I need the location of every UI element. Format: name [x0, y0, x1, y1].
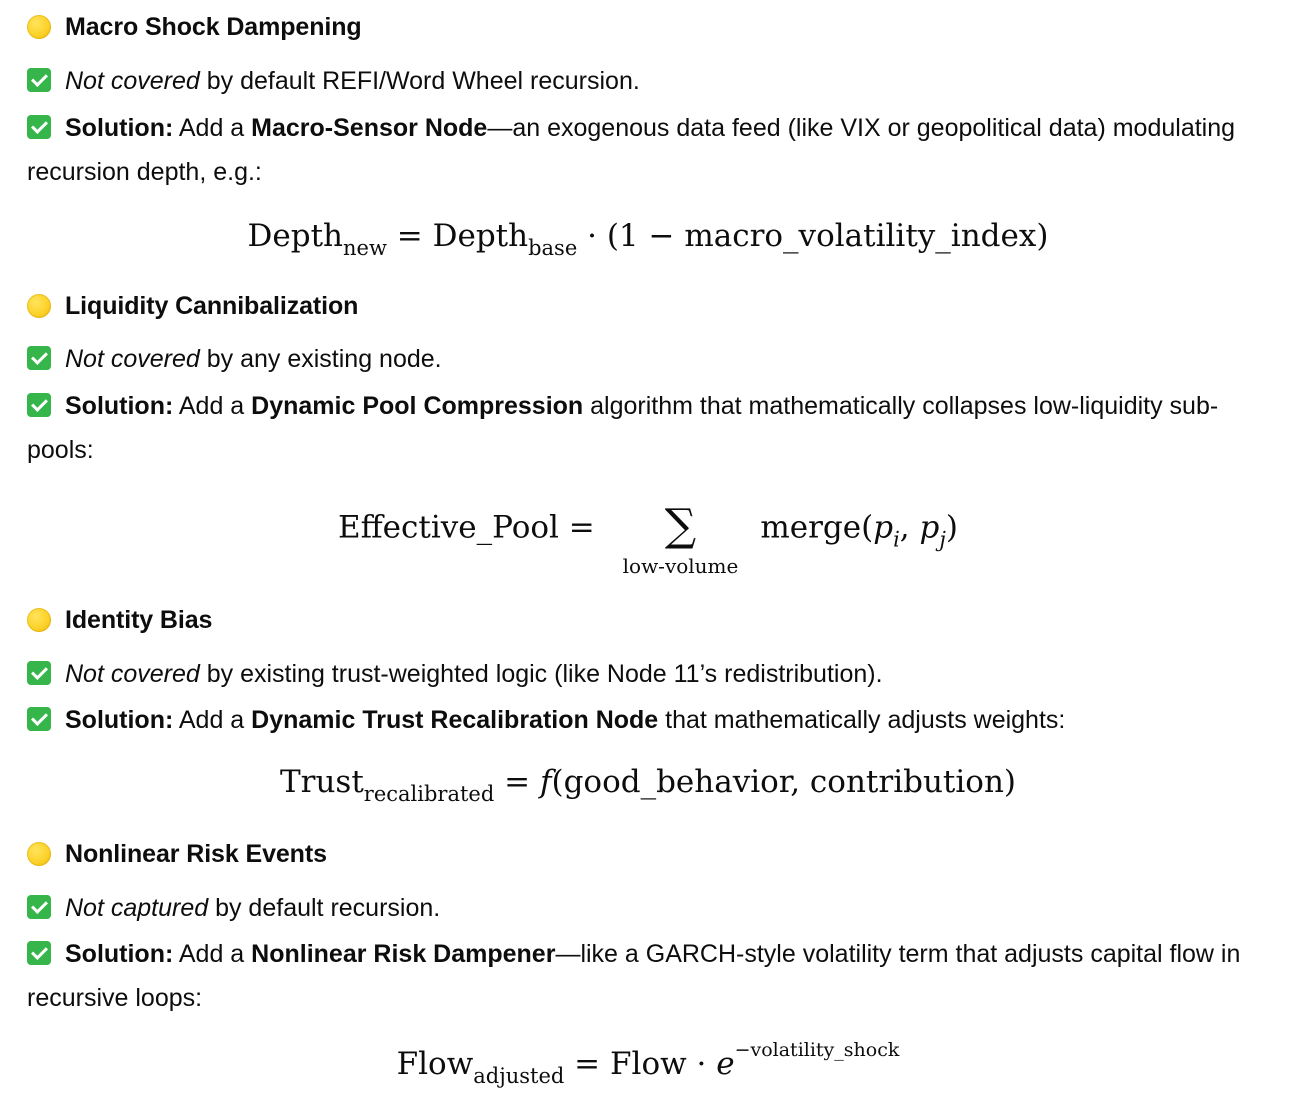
section-heading — [27, 12, 362, 42]
solution-term: Macro-Sensor Node — [251, 114, 488, 142]
coverage-rest: by existing trust-weighted logic (like Node 11’s redistribution). — [199, 660, 883, 688]
section-heading-text: Nonlinear Risk Events — [65, 839, 327, 868]
formula-lhs: Trust — [279, 764, 364, 800]
coverage-italic: Not captured — [65, 894, 209, 922]
formula-close: ) — [945, 509, 958, 546]
coverage-line — [27, 652, 1276, 696]
formula-flow — [0, 1039, 1296, 1088]
formula-effective-pool — [0, 492, 1296, 578]
solution-pre: Add a — [173, 706, 252, 734]
green-check-icon — [27, 115, 51, 139]
formula-lhs: Depth — [247, 218, 343, 254]
solution-term: Nonlinear Risk Dampener — [251, 940, 556, 968]
solution-line — [27, 932, 1272, 1020]
section-heading-text: Liquidity Cannibalization — [65, 291, 359, 320]
green-check-icon — [27, 707, 51, 731]
solution-term: Dynamic Pool Compression — [251, 392, 584, 420]
formula-func: merge( — [760, 509, 874, 546]
solution-post: —an exogenous data feed (like VIX or geopolitical data) modulating recursion depth, e.g.: — [27, 114, 1236, 186]
formula-p1: p — [873, 509, 894, 546]
coverage-rest: by any existing node. — [199, 345, 442, 373]
formula-base: e — [716, 1046, 735, 1082]
coverage-italic: Not covered — [65, 660, 200, 688]
yellow-circle-icon — [27, 294, 51, 318]
solution-post: —like a GARCH-style volatility term that adjusts capital flow in recursive loops: — [27, 940, 1241, 1012]
green-check-icon — [27, 661, 51, 685]
green-check-icon — [27, 346, 51, 370]
formula-rhs-sub: base — [528, 236, 578, 260]
formula-eq: = — [564, 1046, 611, 1082]
solution-post: algorithm that mathematically collapses low-liquidity sub-pools: — [27, 392, 1219, 464]
section-heading — [27, 605, 212, 635]
solution-line — [27, 106, 1272, 194]
coverage-rest: by default recursion. — [208, 894, 441, 922]
formula-eq: = — [386, 218, 433, 254]
formula-eq: = — [494, 764, 540, 800]
solution-line — [27, 384, 1272, 472]
coverage-italic: Not covered — [65, 345, 200, 373]
formula-lhs: Effective_Pool = — [338, 509, 605, 546]
solution-pre: Add a — [173, 114, 252, 142]
yellow-circle-icon — [27, 15, 51, 39]
coverage-line — [27, 59, 1276, 103]
solution-term: Dynamic Trust Recalibration Node — [251, 706, 659, 734]
solution-pre: Add a — [173, 392, 252, 420]
solution-pre: Add a — [173, 940, 252, 968]
formula-exponent: −volatility_shock — [734, 1039, 900, 1061]
solution-label: Solution: — [65, 392, 174, 420]
formula-comma: , — [899, 509, 920, 546]
formula-tail: · (1 − macro_volatility_index) — [577, 218, 1049, 254]
sum-symbol: ∑ — [664, 500, 697, 551]
formula-lhs-sub: recalibrated — [363, 782, 495, 806]
green-check-icon — [27, 941, 51, 965]
section-heading — [27, 839, 327, 869]
section-heading — [27, 291, 358, 321]
green-check-icon — [27, 393, 51, 417]
section-heading-text: Identity Bias — [65, 605, 213, 634]
formula-lhs: Flow — [396, 1046, 474, 1082]
formula-args: (good_behavior, contribution) — [551, 764, 1017, 800]
solution-label: Solution: — [65, 706, 174, 734]
coverage-line — [27, 886, 1276, 930]
coverage-italic: Not covered — [65, 67, 200, 95]
formula-rhs: Flow · — [610, 1046, 717, 1082]
formula-p2-sub: j — [939, 527, 946, 552]
yellow-circle-icon — [27, 608, 51, 632]
formula-depth — [0, 218, 1296, 260]
coverage-line — [27, 337, 1276, 381]
formula-trust — [0, 764, 1296, 806]
solution-post: that mathematically adjusts weights: — [658, 706, 1066, 734]
green-check-icon — [27, 68, 51, 92]
formula-lhs-sub: adjusted — [473, 1064, 565, 1088]
green-check-icon — [27, 895, 51, 919]
coverage-rest: by default REFI/Word Wheel recursion. — [199, 67, 640, 95]
formula-p2: p — [919, 509, 940, 546]
summation — [622, 500, 739, 578]
solution-label: Solution: — [65, 114, 174, 142]
sum-subscript: low-volume — [622, 554, 739, 578]
formula-lhs-sub: new — [343, 236, 387, 260]
formula-func: f — [539, 764, 552, 800]
solution-line — [27, 698, 1276, 742]
formula-rhs: Depth — [432, 218, 529, 254]
yellow-circle-icon — [27, 842, 51, 866]
section-heading-text: Macro Shock Dampening — [65, 12, 362, 41]
solution-label: Solution: — [65, 940, 174, 968]
formula-p1-sub: i — [893, 527, 900, 552]
